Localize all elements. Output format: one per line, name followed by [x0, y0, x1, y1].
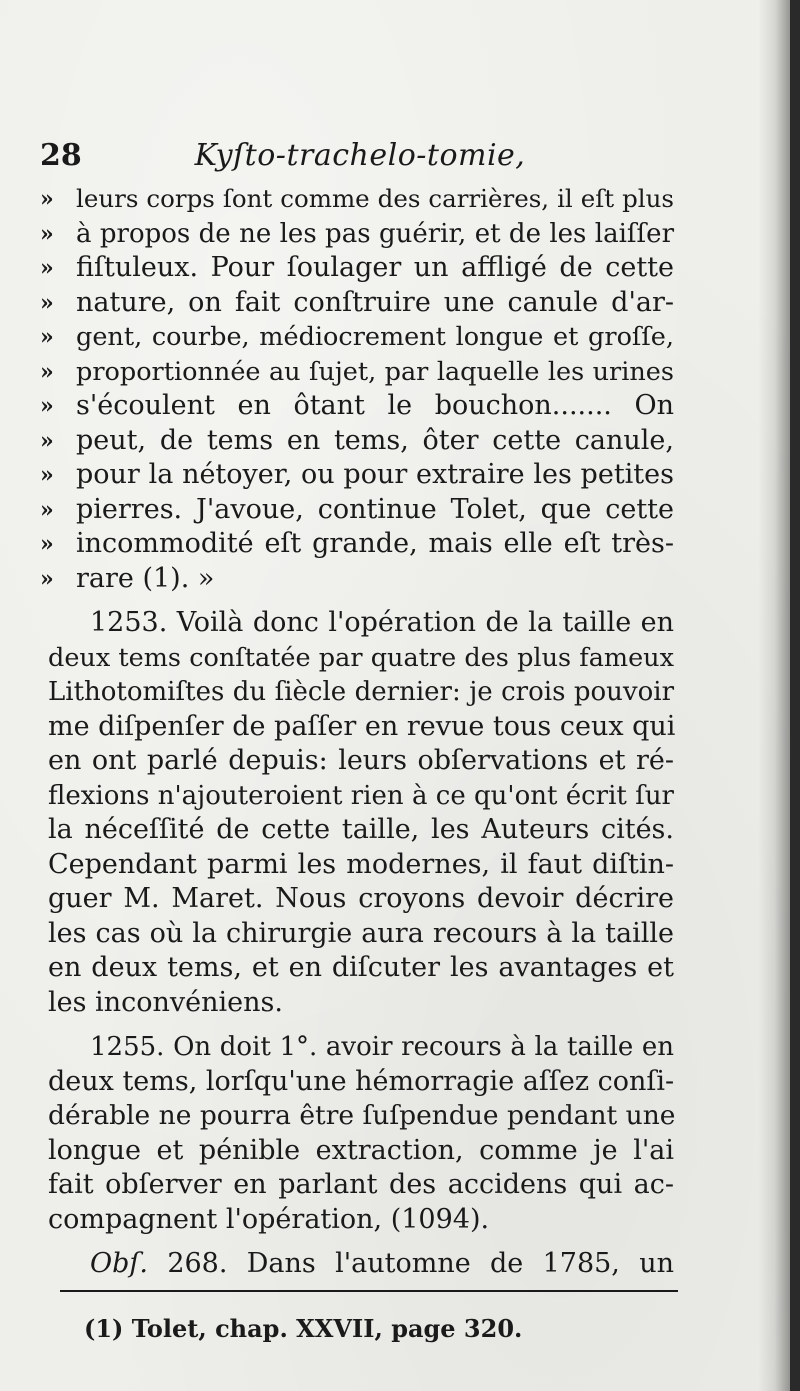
text-line: les cas où la chirurgie aura recours à la taille — [48, 917, 674, 949]
text-line: » s'écoulent en ôtant le bouchon....... On — [48, 389, 674, 424]
footnote: (1) Tolet, chap. XXVII, page 320. — [84, 1314, 523, 1343]
text-line: » nature, on fait conſtruire une canule d'ar- — [48, 286, 674, 321]
text-line: fait obſerver en parlant des accidens qui ac- — [48, 1169, 674, 1200]
text-line: » pour la nétoyer, ou pour extraire les petites — [48, 458, 674, 493]
footnote-rule — [60, 1290, 678, 1292]
page-binding-edge — [790, 0, 800, 1391]
text-line: deux tems, lorſqu'une hémorragie aſſez conſi- — [48, 1065, 675, 1097]
paragraph-quotation — [40, 182, 674, 596]
running-title: Kyſto-trachelo-tomie, — [194, 138, 526, 173]
text-line: en deux tems, et en diſcuter les avantages et — [48, 952, 674, 983]
text-line: » pierres. J'avoue, continue Tolet, que cette — [48, 493, 674, 528]
paragraph-1253 — [48, 606, 674, 1020]
quote-mark: » — [40, 289, 54, 316]
text-line: deux tems conſtatée par quatre des plus fameux — [48, 642, 674, 673]
text-line: Lithotomiſtes du ſiècle dernier: je crois pouvoir — [48, 677, 674, 707]
quote-mark: » — [40, 255, 54, 281]
text-line: la néceſſité de cette taille, les Auteurs cités. — [48, 814, 674, 845]
quote-mark: » — [40, 496, 54, 523]
text-line: 1255. On doit 1°. avoir recours à la taille en — [90, 1032, 674, 1062]
text-line: longue et pénible extraction, comme je l'ai — [48, 1134, 674, 1166]
quote-mark: » — [40, 220, 54, 247]
text-line: » à propos de ne les pas guérir, et de les laiſſer — [48, 217, 674, 252]
quote-mark: » — [40, 565, 54, 592]
text-line: » incommodité eſt grande, mais elle eſt très- — [48, 527, 674, 562]
text-line: compagnent l'opération, (1094). — [48, 1203, 490, 1235]
quote-mark: » — [40, 462, 54, 488]
page-number: 28 — [40, 138, 82, 173]
quote-mark: » — [40, 186, 54, 212]
text-line: Cependant parmi les modernes, il faut diſtin- — [48, 848, 674, 880]
text-line: guer M. Maret. Nous croyons devoir décrire — [48, 883, 674, 914]
body-text — [40, 182, 676, 1282]
text-line: » leurs corps ſont comme des carrières, il eſt plus — [48, 182, 674, 217]
text-line: Obſ. 268. Dans l'automne de 1785, un — [90, 1248, 674, 1279]
text-line: » fiſtuleux. Pour ſoulager un affligé de cette — [48, 251, 674, 286]
quote-mark: » — [40, 393, 54, 419]
text-line: » proportionnée au ſujet, par laquelle les urines — [48, 355, 674, 390]
quote-mark: » — [40, 358, 54, 385]
quote-mark: » — [40, 531, 54, 557]
text-line: dérable ne pourra être ſuſpendue pendant une — [48, 1100, 676, 1131]
text-line: » gent, courbe, médiocrement longue et groſſe, — [48, 320, 674, 355]
text-line: les inconvéniens. — [48, 986, 283, 1018]
quote-mark: » — [40, 427, 54, 454]
text-line: me diſpenſer de paſſer en revue tous ceux qui — [48, 710, 676, 742]
text-line: » peut, de tems en tems, ôter cette canule, — [48, 424, 674, 459]
text-line: flexions n'ajouteroient rien à ce qu'ont écrit ſur — [48, 780, 674, 811]
paragraph-1255 — [48, 1030, 674, 1237]
text-line: 1253. Voilà donc l'opération de la taille en — [90, 607, 674, 638]
page-header — [40, 138, 680, 182]
paragraph-observation-268 — [48, 1247, 674, 1282]
text-line: en ont parlé depuis: leurs obſervations et ré- — [48, 745, 674, 776]
observation-label: Obſ. — [90, 1248, 148, 1279]
quote-mark: » — [40, 324, 54, 350]
text-line: » rare (1). » — [48, 562, 674, 597]
